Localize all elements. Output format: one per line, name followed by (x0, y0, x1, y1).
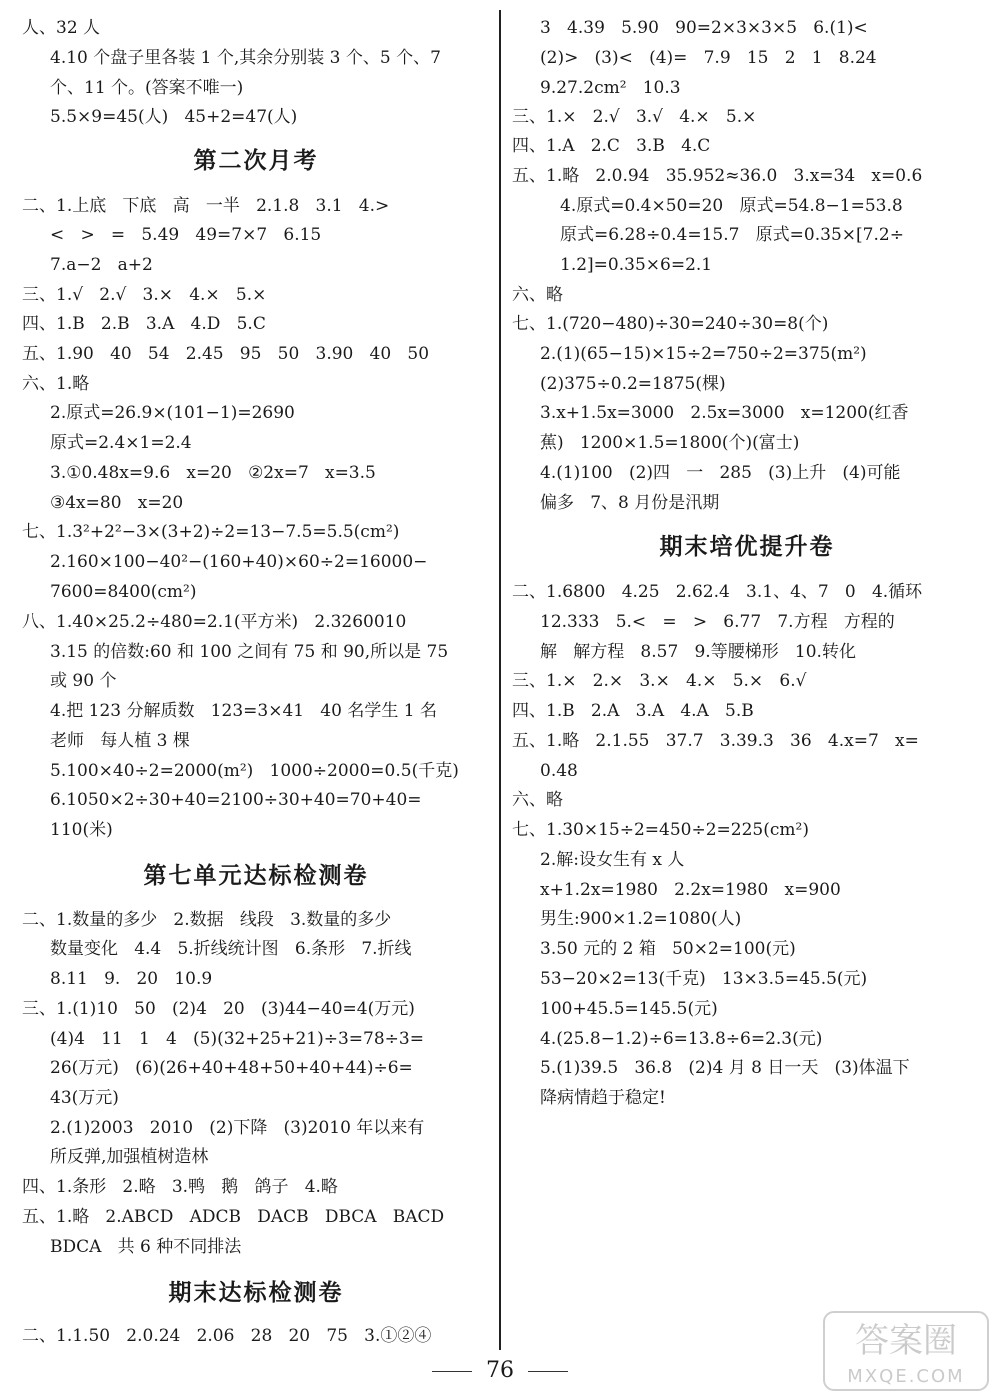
answer-line: 5.(1)39.5 36.8 (2)4 月 8 日一天 (3)体温下 (540, 1058, 910, 1078)
answer-line: 5.100×40÷2=2000(m²) 1000÷2000=0.5(千克) (50, 761, 459, 781)
answer-line: 解 解方程 8.57 9.等腰梯形 10.转化 (540, 642, 856, 662)
answer-line: 八、1.40×25.2÷480=2.1(平方米) 2.3260010 (22, 612, 407, 632)
answer-line: 数量变化 4.4 5.折线统计图 6.条形 7.折线 (50, 939, 412, 959)
section-heading: 第二次月考 (193, 148, 319, 174)
answer-line: BDCA 共 6 种不同排法 (50, 1237, 242, 1257)
answer-line: 二、1.1.50 2.0.24 2.06 28 20 75 3.①②④ (22, 1326, 432, 1346)
section-heading: 第七单元达标检测卷 (143, 863, 369, 889)
answer-line: 七、1.30×15÷2=450÷2=225(cm²) (512, 820, 809, 840)
answer-line: 2.(1)(65−15)×15÷2=750÷2=375(m²) (540, 344, 867, 364)
answer-line: 四、1.B 2.B 3.A 4.D 5.C (22, 314, 266, 334)
answer-line: x+1.2x=1980 2.2x=1980 x=900 (540, 880, 841, 900)
answer-line: 53−20×2=13(千克) 13×3.5=45.5(元) (540, 969, 868, 989)
answer-line: 三、1.× 2.√ 3.√ 4.× 5.× (512, 107, 757, 127)
answer-line: 26(万元) (6)(26+40+48+50+40+44)÷6= (50, 1058, 413, 1078)
answer-line: 0.48 (540, 761, 578, 781)
answer-line: 二、1.6800 4.25 2.62.4 3.1、4、7 0 4.循环 (512, 582, 923, 602)
answer-line: 43(万元) (50, 1088, 119, 1108)
answer-line: 老师 每人植 3 棵 (50, 731, 190, 751)
answer-line: 3.①0.48x=9.6 x=20 ②2x=7 x=3.5 (50, 463, 376, 483)
answer-line: 5.5×9=45(人) 45+2=47(人) (50, 107, 298, 127)
answer-line: 12.333 5.< = > 6.77 7.方程 方程的 (540, 612, 895, 632)
answer-line: 2.(1)2003 2010 (2)下降 (3)2010 年以来有 (50, 1118, 425, 1138)
answer-line: < > = 5.49 49=7×7 6.15 (50, 225, 322, 245)
answer-line: 或 90 个 (50, 671, 117, 691)
answer-line: 六、略 (512, 790, 563, 810)
answer-line: 四、1.A 2.C 3.B 4.C (512, 136, 711, 156)
answer-line: 三、1.(1)10 50 (2)4 20 (3)44−40=4(万元) (22, 999, 415, 1019)
answer-line: 110(米) (50, 820, 113, 840)
answer-line: 2.160×100−40²−(160+40)×60÷2=16000− (50, 552, 428, 572)
answer-line: 三、1.√ 2.√ 3.× 4.× 5.× (22, 285, 267, 305)
answer-line: 4.(25.8−1.2)÷6=13.8÷6=2.3(元) (540, 1029, 823, 1049)
column-divider (499, 10, 501, 1350)
answer-line: 3.50 元的 2 箱 50×2=100(元) (540, 939, 796, 959)
answer-line: 六、略 (512, 285, 563, 305)
answer-line: 4.(1)100 (2)四 一 285 (3)上升 (4)可能 (540, 463, 901, 483)
watermark-title: 答案圈 (855, 1321, 957, 1361)
answer-line: 8.11 9. 20 10.9 (50, 969, 213, 989)
answer-line: 4.原式=0.4×50=20 原式=54.8−1=53.8 (560, 196, 903, 216)
answer-line: 3.x+1.5x=3000 2.5x=3000 x=1200(红香 (540, 403, 909, 423)
answer-line: 3.15 的倍数:60 和 100 之间有 75 和 90,所以是 75 (50, 642, 449, 662)
answer-line: 4.把 123 分解质数 123=3×41 40 名学生 1 名 (50, 701, 437, 721)
answer-line: 4.10 个盘子里各装 1 个,其余分别装 3 个、5 个、7 (50, 48, 441, 68)
answer-line: 2.解:设女生有 x 人 (540, 850, 685, 870)
answer-line: 二、1.上底 下底 高 一半 2.1.8 3.1 4.> (22, 196, 390, 216)
answer-line: 原式=6.28÷0.4=15.7 原式=0.35×[7.2÷ (560, 225, 904, 245)
page-number-value: 76 (486, 1358, 514, 1383)
answer-line: 五、1.略 2.ABCD ADCB DACB DBCA BACD (22, 1207, 445, 1227)
answer-line: 六、1.略 (22, 374, 90, 394)
answer-line: (2)375÷0.2=1875(棵) (540, 374, 726, 394)
answer-line: 100+45.5=145.5(元) (540, 999, 718, 1019)
answer-line: 个、11 个。(答案不唯一) (50, 78, 244, 98)
section-heading: 期末培优提升卷 (659, 534, 835, 560)
answer-line: (2)> (3)< (4)= 7.9 15 2 1 8.24 (540, 48, 877, 68)
answer-line: 2.原式=26.9×(101−1)=2690 (50, 403, 295, 423)
answer-line: 二、1.数量的多少 2.数据 线段 3.数量的多少 (22, 910, 392, 930)
answer-line: 人、32 人 (22, 18, 101, 38)
answer-line: 四、1.B 2.A 3.A 4.A 5.B (512, 701, 754, 721)
answer-line: 七、1.3²+2²−3×(3+2)÷2=13−7.5=5.5(cm²) (22, 522, 400, 542)
answer-line: 所反弹,加强植树造林 (50, 1147, 209, 1167)
answer-line: 3 4.39 5.90 90=2×3×3×5 6.(1)< (540, 18, 868, 38)
section-heading: 期末达标检测卷 (168, 1280, 344, 1306)
page-number-dash-right (528, 1371, 568, 1372)
answer-line: 7.a−2 a+2 (50, 255, 153, 275)
answer-line: 蕉) 1200×1.5=1800(个)(富士) (540, 433, 800, 453)
page-number-dash-left (432, 1371, 472, 1372)
answer-line: 7600=8400(cm²) (50, 582, 197, 602)
answer-line: 1.2]=0.35×6=2.1 (560, 255, 713, 275)
answer-line: 七、1.(720−480)÷30=240÷30=8(个) (512, 314, 829, 334)
answer-line: 原式=2.4×1=2.4 (50, 433, 192, 453)
answer-line: 男生:900×1.2=1080(人) (540, 909, 742, 929)
answer-line: 偏多 7、8 月份是汛期 (540, 493, 720, 513)
answer-line: 五、1.90 40 54 2.45 95 50 3.90 40 50 (22, 344, 430, 364)
answer-line: 6.1050×2÷30+40=2100÷30+40=70+40= (50, 790, 422, 810)
answer-line: 四、1.条形 2.略 3.鸭 鹅 鸽子 4.略 (22, 1177, 338, 1197)
answer-line: 三、1.× 2.× 3.× 4.× 5.× 6.√ (512, 671, 807, 691)
answer-line: 五、1.略 2.0.94 35.952≈36.0 3.x=34 x=0.6 (512, 166, 923, 186)
answer-line: 9.27.2cm² 10.3 (540, 78, 681, 98)
watermark-logo (822, 1310, 990, 1392)
answer-line: 五、1.略 2.1.55 37.7 3.39.3 36 4.x=7 x= (512, 731, 919, 751)
answer-line: (4)4 11 1 4 (5)(32+25+21)÷3=78÷3= (50, 1029, 424, 1049)
answer-line: ③4x=80 x=20 (50, 493, 184, 513)
watermark-url: MXQE.COM (847, 1366, 965, 1387)
answer-line: 降病情趋于稳定! (540, 1088, 666, 1108)
